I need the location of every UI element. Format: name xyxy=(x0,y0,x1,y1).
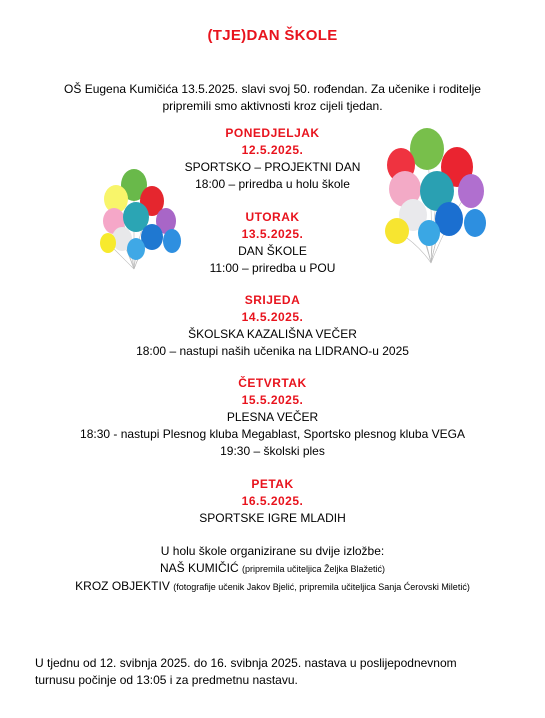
exhibition-item xyxy=(0,578,545,596)
page-title: (TJE)DAN ŠKOLE xyxy=(207,27,338,44)
event-line: 19:30 – školski ples xyxy=(220,444,325,458)
exhibitions xyxy=(0,543,545,596)
day-name: ČETVRTAK xyxy=(238,376,307,390)
exhibition-item xyxy=(0,560,545,578)
intro-line-2: pripremili smo aktivnosti kroz cijeli tjedan. xyxy=(162,99,383,113)
exhibition-name: KROZ OBJEKTIV xyxy=(75,579,170,593)
exhibitions-intro: U holu škole organizirane su dvije izložbe: xyxy=(160,544,385,558)
exhibition-note: (fotografije učenik Jakov Bjelić, pripremila učiteljica Sanja Ćerovski Miletić) xyxy=(173,582,470,592)
day-date: 13.5.2025. xyxy=(241,227,304,241)
event-line: 11:00 – priredba u POU xyxy=(209,261,336,275)
exhibition-note: (pripremila učiteljica Željka Blažetić) xyxy=(241,564,386,574)
day-date: 14.5.2025. xyxy=(241,310,304,324)
day-date: 12.5.2025. xyxy=(241,143,304,157)
event-line: DAN ŠKOLE xyxy=(238,244,307,258)
balloons-left-icon xyxy=(100,165,186,273)
day-name: SRIJEDA xyxy=(244,293,301,307)
event-line: 18:00 – priredba u holu škole xyxy=(195,177,350,191)
day-wednesday xyxy=(0,292,545,360)
footer-line-1: U tjednu od 12. svibnja 2025. do 16. svibnja 2025. nastava u poslijepodnevnom xyxy=(35,656,457,670)
intro-line-1: OŠ Eugena Kumičića 13.5.2025. slavi svoj 50. rođendan. Za učenike i roditelje xyxy=(64,82,481,96)
day-date: 15.5.2025. xyxy=(241,393,304,407)
day-thursday xyxy=(0,375,545,460)
event-line: SPORTSKO – PROJEKTNI DAN xyxy=(184,160,361,174)
event-line: 18:30 - nastupi Plesnog kluba Megablast, Sportsko plesnog kluba VEGA xyxy=(80,427,465,441)
balloons-right-icon xyxy=(383,127,489,265)
intro-text xyxy=(0,81,545,115)
exhibition-name: NAŠ KUMIČIĆ xyxy=(159,561,239,575)
event-line: 18:00 – nastupi naših učenika na LIDRANO-u 2025 xyxy=(136,344,409,358)
event-line: PLESNA VEČER xyxy=(226,410,319,424)
day-name: PETAK xyxy=(251,477,294,491)
footer-line-2: turnusu počinje od 13:05 i za predmetnu nastavu. xyxy=(35,673,298,687)
day-friday xyxy=(0,476,545,527)
event-line: SPORTSKE IGRE MLADIH xyxy=(199,511,346,525)
event-line: ŠKOLSKA KAZALIŠNA VEČER xyxy=(188,327,357,341)
day-date: 16.5.2025. xyxy=(241,494,304,508)
day-name: PONEDJELJAK xyxy=(225,126,320,140)
footer-notice xyxy=(35,655,515,689)
day-name: UTORAK xyxy=(245,210,300,224)
